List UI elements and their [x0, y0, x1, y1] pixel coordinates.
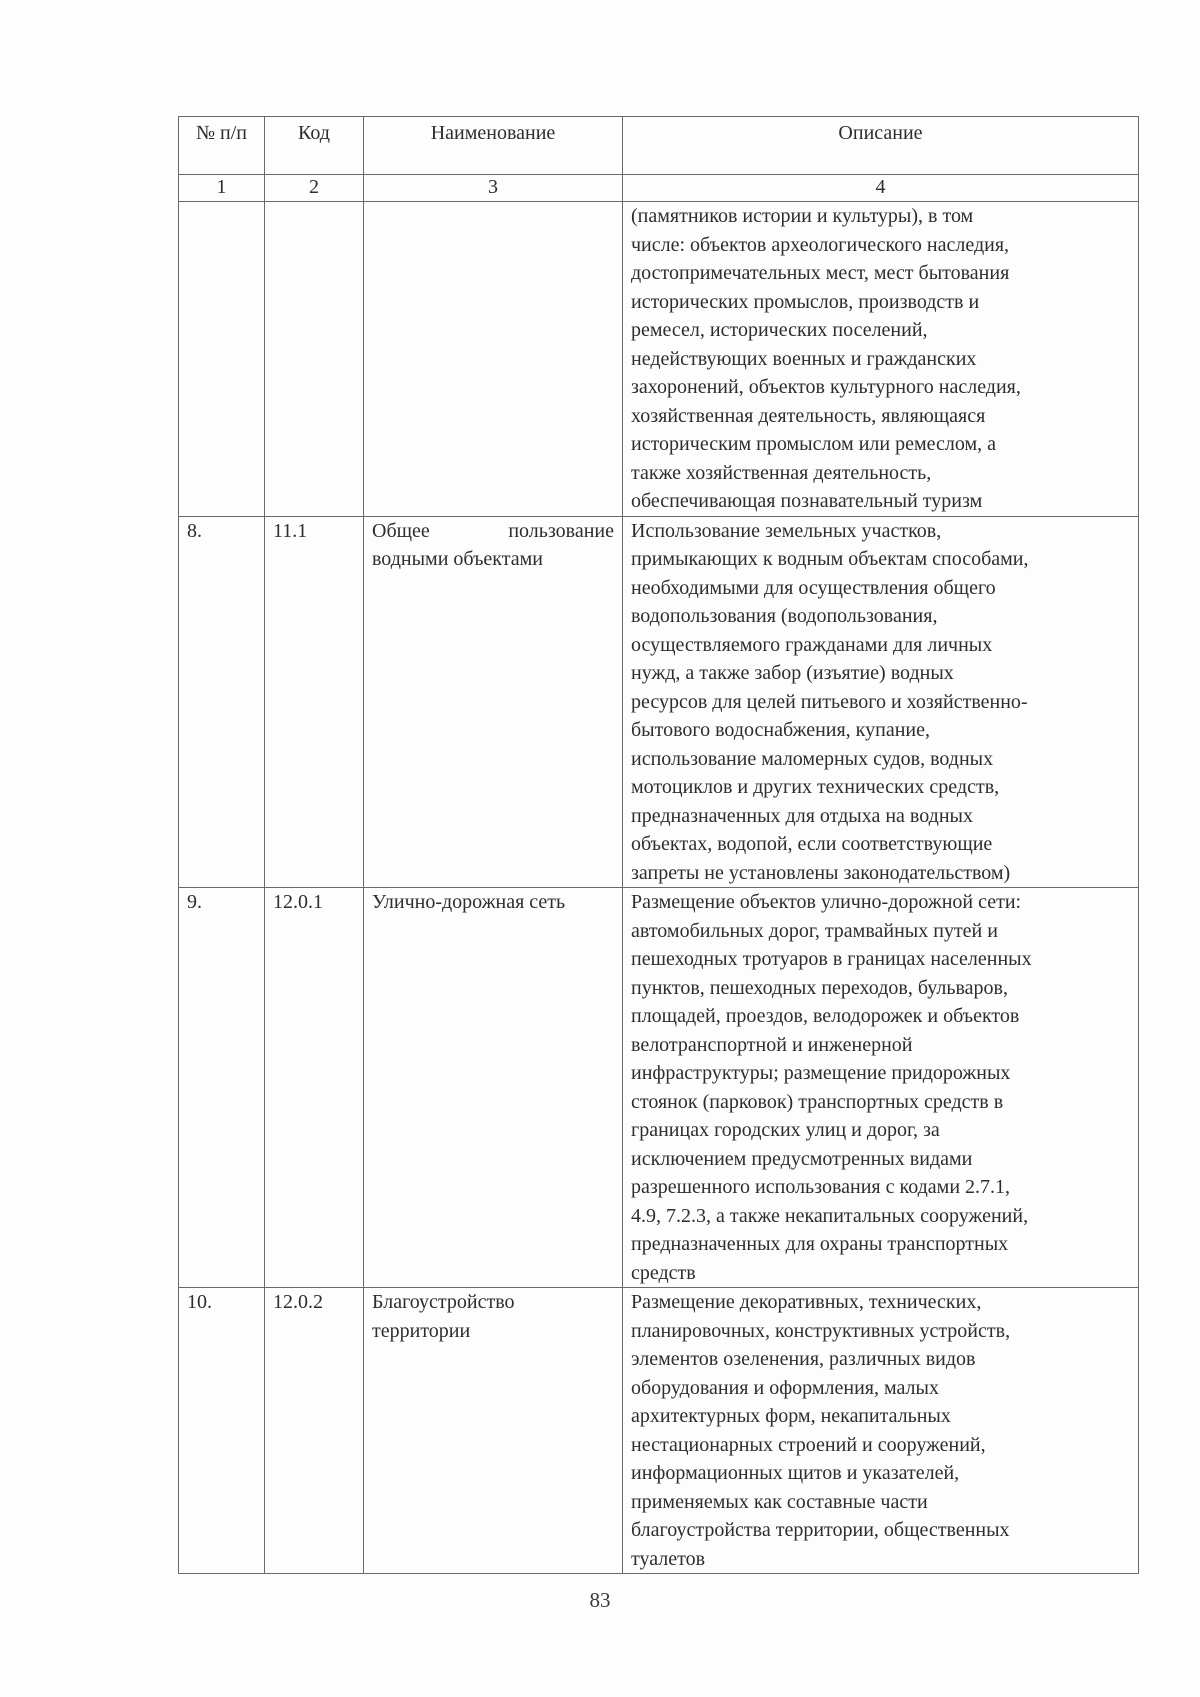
row-name: [364, 202, 623, 517]
row-description: [623, 516, 1139, 888]
description-line: ресурсов для целей питьевого и хозяйственно-: [631, 690, 1028, 713]
description-line: достопримечательных мест, мест бытования: [631, 262, 1010, 284]
description-line: хозяйственная деятельность, являющаяся: [631, 404, 986, 427]
description-line: объектах, водопой, если соответствующие: [631, 833, 993, 855]
description-line: также хозяйственная деятельность,: [631, 461, 932, 484]
description-line: Размещение декоративных, технических,: [631, 1291, 982, 1313]
description-line: бытового водоснабжения, купание,: [631, 719, 930, 741]
description-line: стоянок (парковок) транспортных средств в: [631, 1090, 1004, 1113]
description-line: осуществляемого гражданами для личных: [631, 633, 993, 656]
description-line: информационных щитов и указателей,: [631, 1462, 960, 1484]
row-index: [179, 202, 265, 517]
column-number: 1: [179, 175, 265, 202]
header-description: Описание: [623, 117, 1139, 175]
description-line: велотранспортной и инженерной: [631, 1033, 913, 1056]
description-line: площадей, проездов, велодорожек и объектов: [631, 1005, 1020, 1027]
description-line: Использование земельных участков,: [631, 519, 942, 542]
description-line: архитектурных форм, некапитальных: [631, 1405, 951, 1427]
description-line: исторических промыслов, производств и: [631, 290, 980, 313]
column-number-row: [179, 175, 1139, 202]
description-line: недействующих военных и гражданских: [631, 347, 977, 370]
column-number: 4: [623, 175, 1139, 202]
description-line: элементов озеленения, различных видов: [631, 1348, 976, 1370]
table-header-row: [179, 117, 1139, 175]
table-row: [179, 202, 1139, 517]
column-number: 3: [364, 175, 623, 202]
description-line: границах городских улиц и дорог, за: [631, 1119, 940, 1141]
header-index: № п/п: [179, 117, 265, 175]
description-line: водопользования (водопользования,: [631, 605, 938, 627]
table-row: [179, 888, 1139, 1288]
description-line: примыкающих к водным объектам способами,: [631, 548, 1029, 570]
row-code: 11.1: [265, 516, 364, 888]
description-line: запреты не установлены законодательством): [631, 861, 1011, 884]
description-line: пешеходных тротуаров в границах населенных: [631, 948, 1032, 970]
table-row: [179, 1288, 1139, 1574]
description-line: 4.9, 7.2.3, а также некапитальных сооружений,: [631, 1204, 1029, 1227]
description-line: необходимыми для осуществления общего: [631, 576, 996, 599]
description-line: туалетов: [631, 1547, 706, 1570]
description-line: оборудования и оформления, малых: [631, 1376, 939, 1399]
description-line: средств: [631, 1261, 696, 1284]
description-line: применяемых как составные части: [631, 1490, 928, 1513]
description-line: планировочных, конструктивных устройств,: [631, 1319, 1011, 1342]
row-index: 10.: [179, 1288, 265, 1574]
row-description: [623, 202, 1139, 517]
row-description: [623, 1288, 1139, 1574]
header-code: Код: [265, 117, 364, 175]
row-name: Улично-дорожная сеть: [364, 888, 623, 1288]
description-line: автомобильных дорог, трамвайных путей и: [631, 919, 998, 942]
description-line: благоустройства территории, общественных: [631, 1519, 1010, 1541]
description-line: нужд, а также забор (изъятие) водных: [631, 662, 954, 684]
description-line: инфраструктуры; размещение придорожных: [631, 1062, 1011, 1084]
description-line: историческим промыслом или ремеслом, а: [631, 433, 996, 455]
table-body: [179, 202, 1139, 1574]
description-line: использование маломерных судов, водных: [631, 747, 994, 770]
description-line: (памятников истории и культуры), в том: [631, 205, 974, 227]
description-line: ремесел, исторических поселений,: [631, 319, 928, 341]
column-number: 2: [265, 175, 364, 202]
description-line: захоронений, объектов культурного наследия,: [631, 376, 1021, 398]
description-line: числе: объектов археологического наследия,: [631, 233, 1010, 256]
row-index: 8.: [179, 516, 265, 888]
row-code: 12.0.2: [265, 1288, 364, 1574]
description-line: разрешенного использования с кодами 2.7.1,: [631, 1176, 1011, 1198]
row-code: 12.0.1: [265, 888, 364, 1288]
row-name: Благоустройство территории: [364, 1288, 623, 1574]
description-line: пунктов, пешеходных переходов, бульваров,: [631, 976, 1008, 999]
table-row: [179, 516, 1139, 888]
row-name: Общее пользование водными объектами: [364, 516, 623, 888]
description-line: мотоциклов и других технических средств,: [631, 776, 1000, 798]
description-line: предназначенных для охраны транспортных: [631, 1233, 1009, 1255]
row-code: [265, 202, 364, 517]
description-line: исключением предусмотренных видами: [631, 1147, 973, 1170]
description-line: предназначенных для отдыха на водных: [631, 804, 973, 827]
description-line: обеспечивающая познавательный туризм: [631, 490, 983, 512]
row-description: [623, 888, 1139, 1288]
page-number: 83: [589, 1588, 611, 1612]
row-index: 9.: [179, 888, 265, 1288]
header-name: Наименование: [364, 117, 623, 175]
description-line: Размещение объектов улично-дорожной сети:: [631, 891, 1022, 913]
land-use-table: [178, 116, 1139, 1574]
description-line: нестационарных строений и сооружений,: [631, 1433, 986, 1456]
